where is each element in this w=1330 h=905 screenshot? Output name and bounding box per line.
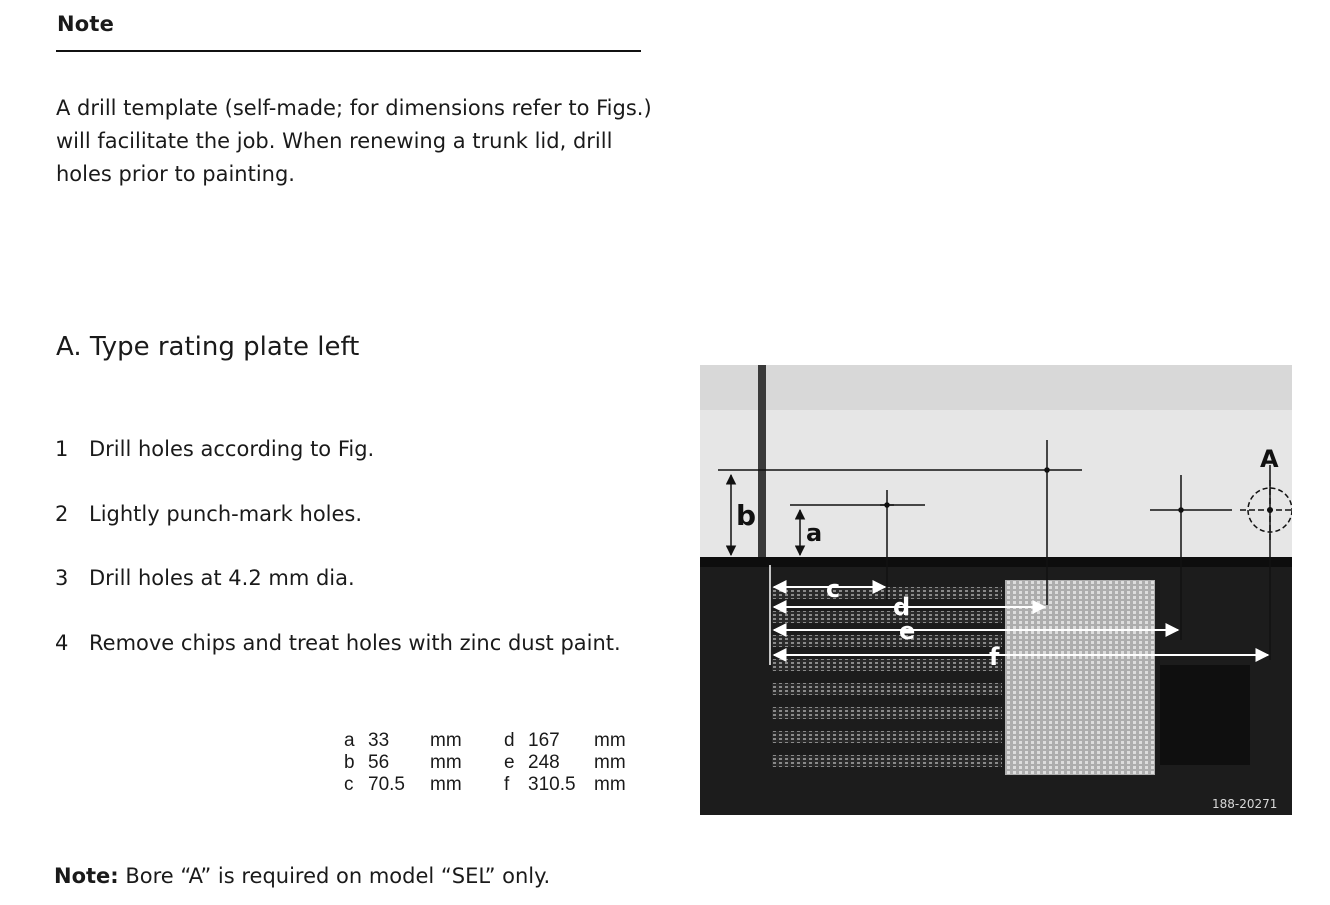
step-text: Drill holes according to Fig.	[89, 437, 375, 461]
drill-template-figure	[700, 365, 1292, 815]
dimension-value: 70.5	[368, 774, 405, 795]
step-text: Remove chips and treat holes with zinc dust paint.	[89, 631, 621, 655]
dimension-unit: mm	[430, 774, 462, 795]
label-b: b	[736, 499, 757, 532]
figure-reference-number: 188-20271	[1212, 797, 1278, 811]
label-f: f	[989, 643, 1000, 671]
note-divider	[56, 50, 641, 52]
footnote-text: Bore “A” is required on model “SEL” only.	[125, 864, 551, 888]
footnote-prefix: Note:	[54, 864, 119, 888]
footnote	[54, 864, 550, 888]
dimensions-column-right	[504, 730, 626, 796]
label-c: c	[826, 575, 841, 603]
dimension-letter: b	[344, 752, 355, 773]
dimension-row	[504, 730, 626, 752]
dimension-letter: e	[504, 752, 515, 773]
dimension-row	[344, 730, 462, 752]
dimension-row	[504, 752, 626, 774]
step-number: 1	[55, 437, 69, 461]
note-heading: Note	[57, 12, 115, 36]
dimension-unit: mm	[430, 730, 462, 751]
dimension-letter: f	[504, 774, 510, 795]
dimension-value: 33	[368, 730, 390, 751]
note-body: A drill template (self-made; for dimensions refer to Figs.) will facilitate the job. When renewing a trunk lid, drill holes prior to painting.	[56, 96, 652, 186]
trim-edge	[758, 365, 766, 560]
panel-shading	[700, 365, 1292, 410]
label-d: d	[893, 593, 911, 621]
dimension-row	[504, 774, 626, 796]
dimensions-column-left	[344, 730, 462, 796]
dimension-unit: mm	[430, 752, 462, 773]
dimension-letter: d	[504, 730, 515, 751]
step-number: 3	[55, 566, 69, 590]
step-text: Lightly punch-mark holes.	[89, 502, 363, 526]
step-item	[55, 566, 355, 590]
label-bore-a: A	[1260, 445, 1279, 473]
dimension-row	[344, 774, 462, 796]
label-a: a	[806, 519, 823, 547]
step-number: 4	[55, 631, 69, 655]
dimension-letter: a	[344, 730, 355, 751]
step-item	[55, 631, 621, 655]
step-item	[55, 502, 362, 526]
dimension-value: 310.5	[528, 774, 576, 795]
section-title: A. Type rating plate left	[56, 332, 360, 362]
dimension-unit: mm	[594, 774, 626, 795]
housing-edge	[700, 557, 1292, 567]
step-text: Drill holes at 4.2 mm dia.	[89, 566, 355, 590]
dimension-value: 167	[528, 730, 560, 751]
dimension-letter: c	[344, 774, 354, 795]
dimension-unit: mm	[594, 730, 626, 751]
dimension-value: 56	[368, 752, 390, 773]
step-number: 2	[55, 502, 69, 526]
dimension-row	[344, 752, 462, 774]
dimension-value: 248	[528, 752, 560, 773]
label-e: e	[899, 617, 916, 645]
step-item	[55, 437, 374, 461]
dimension-unit: mm	[594, 752, 626, 773]
